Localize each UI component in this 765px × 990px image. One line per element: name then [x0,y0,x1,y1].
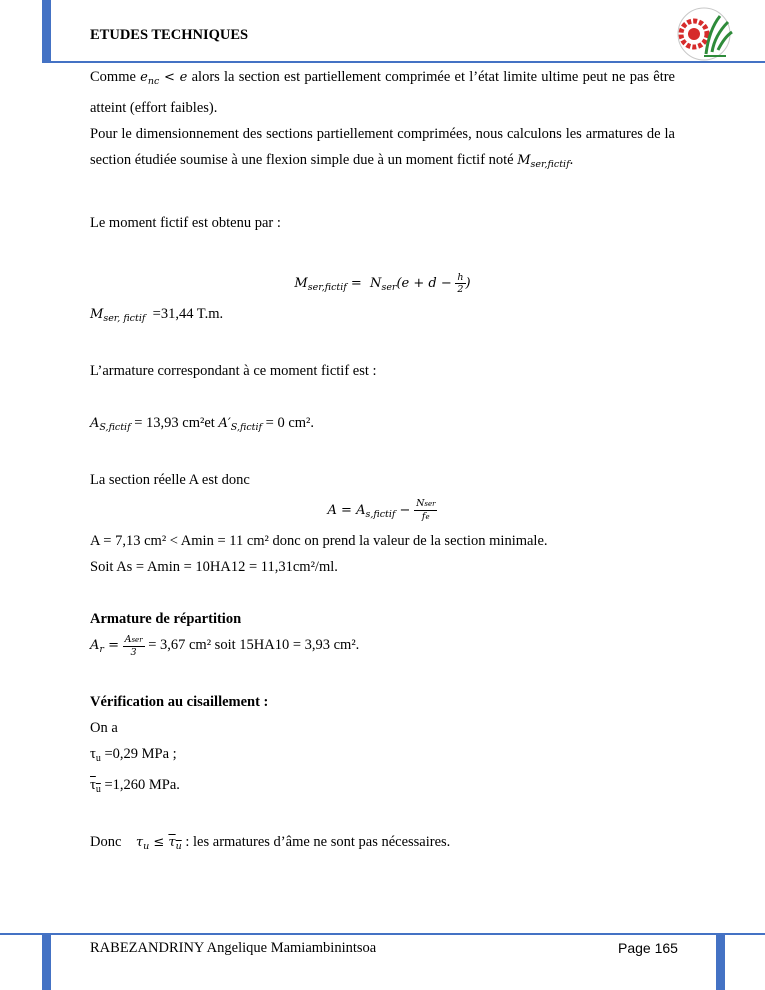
header-title: ETUDES TECHNIQUES [90,27,249,43]
footer-rule [0,933,765,935]
paragraph-3: Le moment fictif est obtenu par : [90,215,281,231]
equation-section-reelle: $A = A_{s,fictif}$ − $\frac{\text{Nser}}{fe}$ [327,498,436,523]
page-body [90,64,675,860]
math-enc-lt-e: $e_{nc} < e$ [140,70,188,87]
heading-cisaillement: Vérification au cisaillement : [90,694,269,710]
paragraph-6: A = 7,13 cm² < Amin = 11 cm² donc on prend la valeur de la section minimale. [90,533,548,549]
paragraph-4: L’armature correspondant à ce moment fictif est : [90,363,377,379]
tau-value: $\tau_u =0,29$ MPa ; [90,746,177,764]
paragraph-5: La section réelle A est donc [90,472,250,488]
page-number: Page 165 [618,940,678,956]
left-bottom-bar [42,933,51,990]
paragraph-1: Comme $e_{nc} < e$ alors la section est partiellement comprimée et l’état limite ultime peut ne pas être atteint (effort faibles). [90,69,675,116]
armature-values: $A_{S,fictif} = 13,93$ cm²et $A'_{S,fictif} = 0$ cm². [90,415,315,433]
math-mser-fictif: $M_{ser,fictif}$ [517,153,570,170]
paragraph-8: On a [90,720,118,736]
left-top-bar [42,0,51,62]
equation-moment-fictif: $M_{ser,fictif} = N_{ser}(e + d$ − $\frac{h}{2}$ ) [294,272,471,296]
institution-logo-icon [668,6,740,62]
tau-bar-value: $\tau_u =1,260$ MPa. [90,777,180,795]
header-rule [42,61,765,63]
footer-author: RABEZANDRINY Angelique Mamiambinintsoa [90,940,377,956]
moment-value: $M_{ser, fictif} =31,44$ T.m. [90,306,224,324]
repartition-value: $A_r$ = $\frac{\text{Aser}}{3}$ = 3,67 cm² soit 15HA10 = 3,93 cm². [90,633,360,658]
heading-repartition: Armature de répartition [90,611,242,627]
paragraph-7: Soit As = Amin = 10HA12 = 11,31cm²/ml. [90,559,338,575]
right-bottom-bar [716,933,725,990]
conclusion: Donc $\tau_u \le \tau_u$ : les armatures d’âme ne sont pas nécessaires. [90,834,451,852]
paragraph-2: Pour le dimensionnement des sections partiellement comprimées, nous calculons les armatures de la section étudiée soumise à une flexion simple due à un moment fictif noté $M_{ser,fictif}$. [90,126,675,170]
